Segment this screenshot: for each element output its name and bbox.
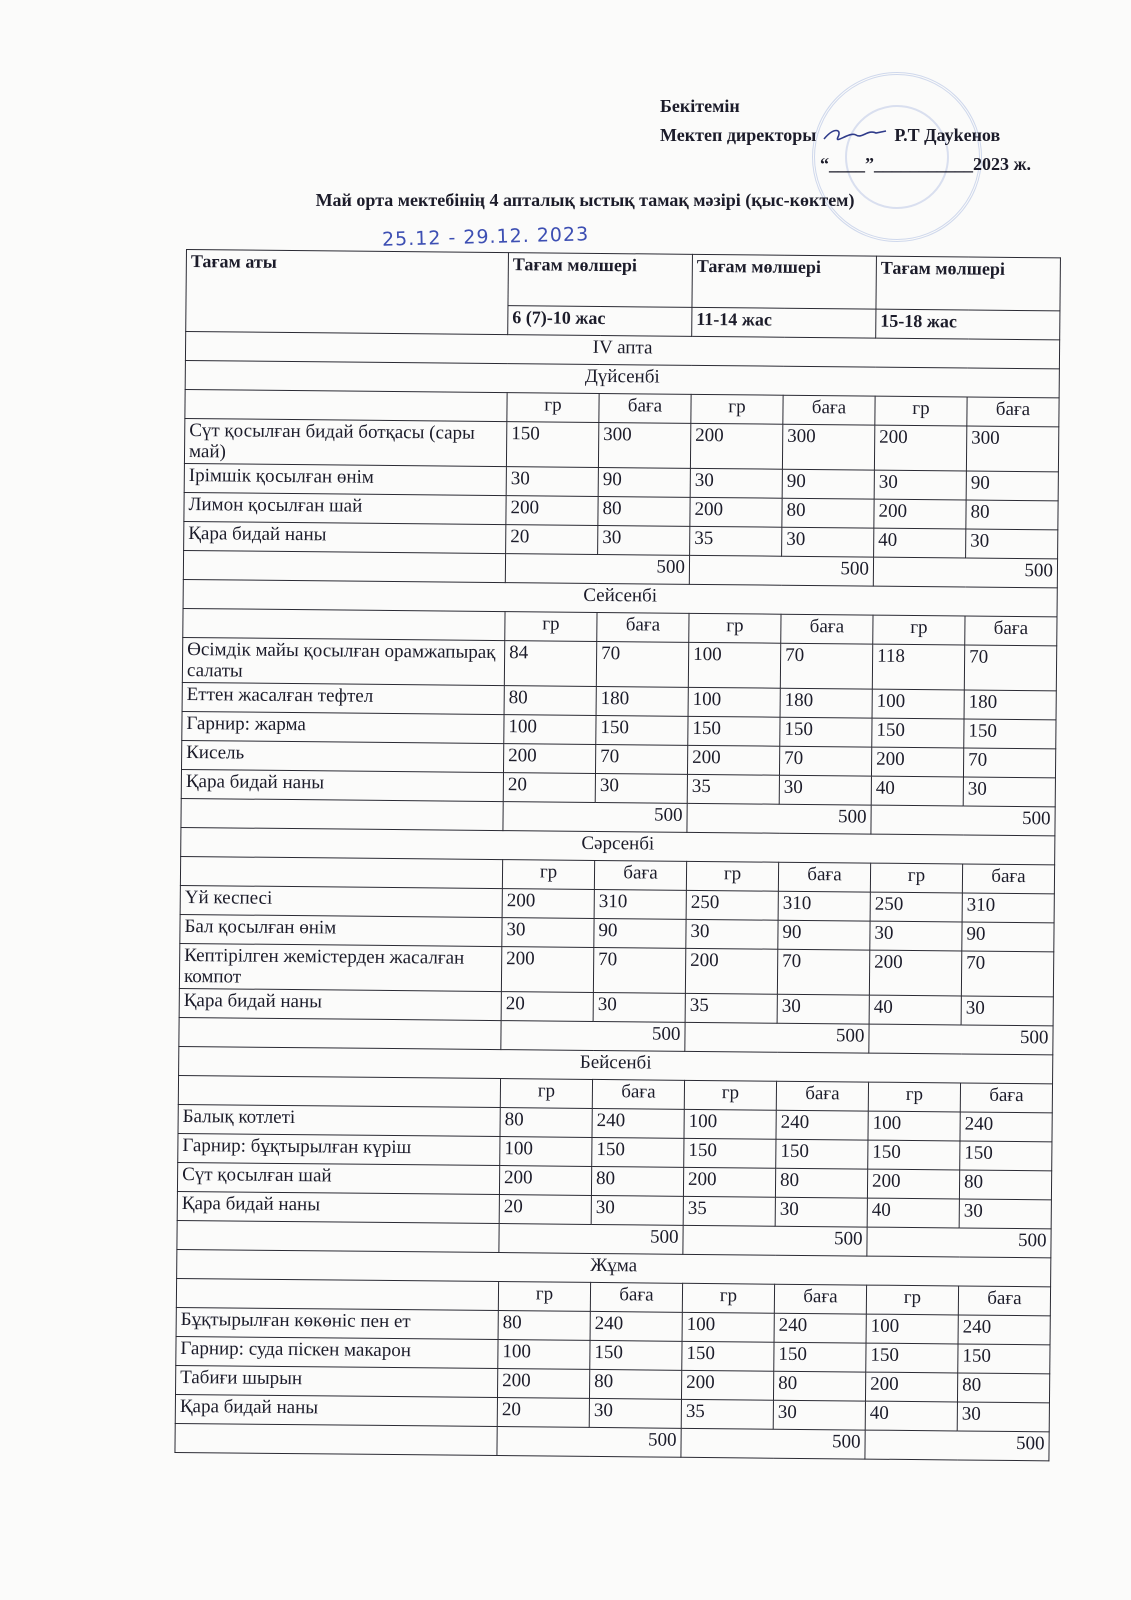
cell-price: 240 (958, 1315, 1050, 1345)
day-name: Сейсенбі (183, 579, 1057, 616)
total-price: 500 (873, 557, 1057, 588)
cell-grams: 30 (870, 921, 962, 951)
total-price: 500 (503, 802, 687, 833)
cell-price: 180 (964, 690, 1056, 720)
cell-price: 180 (780, 688, 872, 718)
unit-gr: гр (868, 1082, 960, 1112)
cell-grams: 20 (501, 992, 593, 1022)
unit-price: баға (597, 612, 689, 642)
cell-price: 90 (598, 467, 690, 497)
cell-price: 240 (590, 1311, 682, 1341)
header-amount-3: Тағам мөлшері (876, 256, 1061, 311)
cell-grams: 35 (681, 1399, 773, 1429)
cell-price: 150 (964, 719, 1056, 749)
cell-grams: 150 (688, 716, 780, 746)
total-price: 500 (869, 1024, 1053, 1055)
cell-price: 30 (595, 773, 687, 803)
total-blank (183, 550, 505, 582)
cell-price: 30 (959, 1199, 1051, 1229)
total-price: 500 (501, 1021, 685, 1052)
cell-price: 70 (779, 746, 871, 776)
cell-grams: 100 (868, 1111, 960, 1141)
unit-price: баға (962, 864, 1054, 894)
cell-price: 310 (594, 889, 686, 919)
cell-price: 90 (778, 920, 870, 950)
cell-grams: 35 (687, 774, 779, 804)
dish-name: Бұқтырылған көкөніс пен ет (176, 1307, 498, 1339)
cell-grams: 200 (690, 497, 782, 527)
cell-grams: 100 (688, 687, 780, 717)
unit-gr: гр (682, 1283, 774, 1313)
total-price: 500 (865, 1430, 1049, 1461)
cell-price: 180 (596, 686, 688, 716)
cell-grams: 20 (506, 525, 598, 555)
cell-grams: 200 (501, 947, 593, 993)
dish-name: Бал қосылған өнім (180, 914, 502, 946)
cell-grams: 200 (497, 1369, 589, 1399)
cell-price: 90 (966, 471, 1058, 501)
cell-price: 30 (963, 777, 1055, 807)
dish-name: Гарнир: бұқтырылған күріш (178, 1133, 500, 1165)
header-age-1: 6 (7)-10 жас (508, 306, 692, 337)
cell-grams: 20 (503, 773, 595, 803)
cell-grams: 100 (688, 642, 780, 688)
cell-price: 80 (782, 498, 874, 528)
cell-price: 150 (596, 715, 688, 745)
approval-position: Мектеп директоры (660, 125, 817, 145)
cell-grams: 80 (498, 1311, 590, 1341)
signature-icon (820, 125, 890, 147)
total-blank (181, 798, 503, 830)
unit-price: баға (592, 1079, 684, 1109)
unit-price: баға (960, 1083, 1052, 1113)
header-amount-1: Тағам мөлшері (508, 253, 693, 308)
unit-price: баға (778, 862, 870, 892)
cell-price: 310 (778, 891, 870, 921)
day-name: Сәрсенбі (181, 827, 1055, 864)
cell-grams: 35 (685, 993, 777, 1023)
header-age-2: 11-14 жас (692, 307, 876, 338)
dish-name: Өсімдік майы қосылған орамжапырақ салаты (182, 637, 504, 685)
cell-price: 240 (960, 1112, 1052, 1142)
cell-grams: 250 (870, 892, 962, 922)
cell-grams: 200 (869, 950, 961, 996)
dish-name: Кептірілген жемістерден жасалған компот (179, 943, 501, 991)
cell-price: 70 (961, 951, 1053, 997)
unit-gr: гр (684, 1080, 776, 1110)
cell-price: 80 (591, 1166, 683, 1196)
cell-grams: 200 (687, 745, 779, 775)
cell-grams: 40 (869, 995, 961, 1025)
cell-grams: 30 (874, 470, 966, 500)
total-price: 500 (499, 1224, 683, 1255)
cell-price: 90 (782, 469, 874, 499)
unit-gr: гр (502, 860, 594, 890)
dish-name: Қара бидай наны (184, 521, 506, 553)
unit-price: баға (594, 860, 686, 890)
week-label: IV апта (185, 332, 1059, 369)
cell-grams: 200 (502, 889, 594, 919)
cell-price: 70 (596, 641, 688, 687)
unit-blank (176, 1278, 498, 1310)
unit-gr: гр (689, 613, 781, 643)
cell-grams: 200 (871, 747, 963, 777)
unit-gr: гр (686, 861, 778, 891)
unit-gr: гр (866, 1285, 958, 1315)
cell-price: 240 (774, 1313, 866, 1343)
cell-grams: 150 (506, 422, 598, 468)
cell-grams: 200 (865, 1372, 957, 1402)
cell-grams: 200 (683, 1167, 775, 1197)
unit-gr: гр (498, 1282, 590, 1312)
cell-grams: 100 (866, 1314, 958, 1344)
cell-grams: 100 (504, 715, 596, 745)
cell-price: 80 (773, 1371, 865, 1401)
approval-block (660, 92, 1032, 174)
menu-table (174, 249, 1061, 1461)
cell-price: 150 (776, 1139, 868, 1169)
unit-price: баға (774, 1284, 866, 1314)
cell-grams: 100 (500, 1137, 592, 1167)
cell-price: 30 (589, 1398, 681, 1428)
dish-name: Кисель (182, 740, 504, 772)
unit-price: баға (599, 393, 691, 423)
cell-grams: 100 (684, 1109, 776, 1139)
dish-name: Гарнир: суда піскен макарон (176, 1336, 498, 1368)
unit-gr: гр (500, 1079, 592, 1109)
cell-grams: 100 (682, 1312, 774, 1342)
cell-price: 150 (780, 717, 872, 747)
cell-price: 80 (598, 496, 690, 526)
cell-grams: 200 (503, 744, 595, 774)
dish-name: Сүт қосылған бидай ботқасы (сары май) (184, 418, 506, 466)
total-price: 500 (505, 554, 689, 585)
day-name: Дүйсенбі (185, 360, 1059, 397)
unit-price: баға (965, 616, 1057, 646)
cell-grams: 30 (506, 467, 598, 497)
cell-grams: 200 (499, 1166, 591, 1196)
cell-grams: 200 (685, 948, 777, 994)
dish-name: Қара бидай наны (177, 1191, 499, 1223)
total-price: 500 (687, 803, 871, 834)
cell-price: 80 (589, 1369, 681, 1399)
cell-price: 30 (961, 996, 1053, 1026)
cell-grams: 150 (872, 718, 964, 748)
cell-grams: 150 (684, 1138, 776, 1168)
dish-name: Қара бидай наны (181, 769, 503, 801)
cell-grams: 40 (865, 1401, 957, 1431)
unit-blank (178, 1075, 500, 1107)
cell-grams: 200 (874, 499, 966, 529)
dish-name: Сүт қосылған шай (177, 1162, 499, 1194)
cell-grams: 40 (874, 528, 966, 558)
unit-price: баға (776, 1081, 868, 1111)
unit-price: баға (958, 1286, 1050, 1316)
total-price: 500 (497, 1427, 681, 1458)
cell-price: 240 (776, 1110, 868, 1140)
cell-price: 240 (592, 1108, 684, 1138)
unit-gr: гр (507, 393, 599, 423)
cell-price: 70 (593, 947, 685, 993)
handwritten-date-range: 25.12 - 29.12. 2023 (381, 223, 590, 251)
cell-grams: 20 (499, 1195, 591, 1225)
cell-price: 30 (593, 992, 685, 1022)
dish-name: Еттен жасалған тефтел (182, 682, 504, 714)
unit-gr: гр (873, 615, 965, 645)
cell-price: 80 (959, 1170, 1051, 1200)
cell-grams: 40 (871, 776, 963, 806)
cell-grams: 150 (682, 1341, 774, 1371)
cell-grams: 20 (497, 1398, 589, 1428)
total-price: 500 (689, 555, 873, 586)
total-blank (177, 1220, 499, 1252)
header-dish: Тағам аты (186, 250, 509, 335)
cell-price: 150 (960, 1141, 1052, 1171)
cell-price: 30 (782, 527, 874, 557)
cell-price: 30 (591, 1195, 683, 1225)
cell-price: 70 (964, 645, 1056, 691)
total-price: 500 (871, 805, 1055, 836)
cell-price: 30 (777, 994, 869, 1024)
total-price: 500 (681, 1428, 865, 1459)
total-blank (175, 1423, 497, 1455)
unit-price: баға (590, 1282, 682, 1312)
cell-price: 30 (957, 1402, 1049, 1432)
cell-price: 80 (775, 1168, 867, 1198)
cell-price: 30 (773, 1400, 865, 1430)
cell-grams: 200 (874, 425, 966, 471)
dish-name: Табиғи шырын (176, 1365, 498, 1397)
approval-title: Бекітемін (660, 96, 740, 116)
total-blank (179, 1017, 501, 1049)
total-price: 500 (683, 1225, 867, 1256)
cell-price: 80 (957, 1373, 1049, 1403)
cell-price: 90 (962, 922, 1054, 952)
cell-price: 150 (590, 1340, 682, 1370)
cell-grams: 80 (504, 686, 596, 716)
unit-gr: гр (870, 863, 962, 893)
cell-price: 300 (782, 424, 874, 470)
unit-price: баға (967, 397, 1059, 427)
dish-name: Қара бидай наны (175, 1394, 497, 1426)
cell-grams: 118 (872, 644, 964, 690)
day-name: Бейсенбі (179, 1046, 1053, 1083)
unit-gr: гр (505, 612, 597, 642)
cell-grams: 40 (867, 1198, 959, 1228)
cell-price: 300 (966, 426, 1058, 472)
cell-grams: 200 (867, 1169, 959, 1199)
unit-blank (183, 608, 505, 640)
cell-price: 70 (780, 643, 872, 689)
cell-price: 30 (779, 775, 871, 805)
cell-grams: 200 (506, 496, 598, 526)
dish-name: Ірімшік қосылған өнім (184, 463, 506, 495)
unit-gr: гр (875, 396, 967, 426)
unit-blank (180, 856, 502, 888)
cell-price: 30 (598, 525, 690, 555)
cell-price: 80 (966, 500, 1058, 530)
cell-grams: 35 (690, 526, 782, 556)
cell-grams: 35 (683, 1196, 775, 1226)
cell-price: 30 (966, 529, 1058, 559)
cell-grams: 250 (686, 890, 778, 920)
unit-price: баға (783, 395, 875, 425)
unit-price: баға (781, 614, 873, 644)
cell-price: 150 (958, 1344, 1050, 1374)
cell-grams: 150 (866, 1343, 958, 1373)
cell-grams: 200 (690, 423, 782, 469)
cell-grams: 100 (498, 1340, 590, 1370)
header-amount-2: Тағам мөлшері (692, 254, 877, 309)
cell-price: 70 (963, 748, 1055, 778)
cell-price: 70 (777, 949, 869, 995)
cell-grams: 200 (681, 1370, 773, 1400)
dish-name: Қара бидай наны (179, 988, 501, 1020)
cell-price: 150 (592, 1137, 684, 1167)
cell-price: 30 (775, 1197, 867, 1227)
document-title: Май орта мектебінің 4 апталық ыстық тамақ мәзірі (қыс-көктем) (315, 190, 855, 210)
cell-grams: 30 (686, 919, 778, 949)
cell-grams: 150 (868, 1140, 960, 1170)
cell-price: 150 (774, 1342, 866, 1372)
dish-name: Гарнир: жарма (182, 711, 504, 743)
approval-date-line: “____”___________2023 ж. (820, 154, 1032, 174)
header-age-3: 15-18 жас (876, 309, 1060, 340)
cell-grams: 30 (690, 468, 782, 498)
cell-price: 70 (595, 744, 687, 774)
cell-price: 90 (594, 918, 686, 948)
cell-price: 310 (962, 893, 1054, 923)
cell-price: 300 (598, 422, 690, 468)
total-price: 500 (867, 1227, 1051, 1258)
unit-gr: гр (691, 394, 783, 424)
cell-grams: 30 (502, 918, 594, 948)
cell-grams: 80 (500, 1108, 592, 1138)
unit-blank (185, 389, 507, 421)
total-price: 500 (685, 1022, 869, 1053)
cell-grams: 100 (872, 689, 964, 719)
dish-name: Лимон қосылған шай (184, 492, 506, 524)
approval-director-line (660, 121, 1000, 150)
director-name: Р.Т Дауkенов (894, 125, 1001, 145)
cell-grams: 84 (504, 641, 596, 687)
dish-name: Үй кеспесі (180, 885, 502, 917)
dish-name: Балық котлеті (178, 1104, 500, 1136)
day-name: Жұма (177, 1249, 1051, 1286)
